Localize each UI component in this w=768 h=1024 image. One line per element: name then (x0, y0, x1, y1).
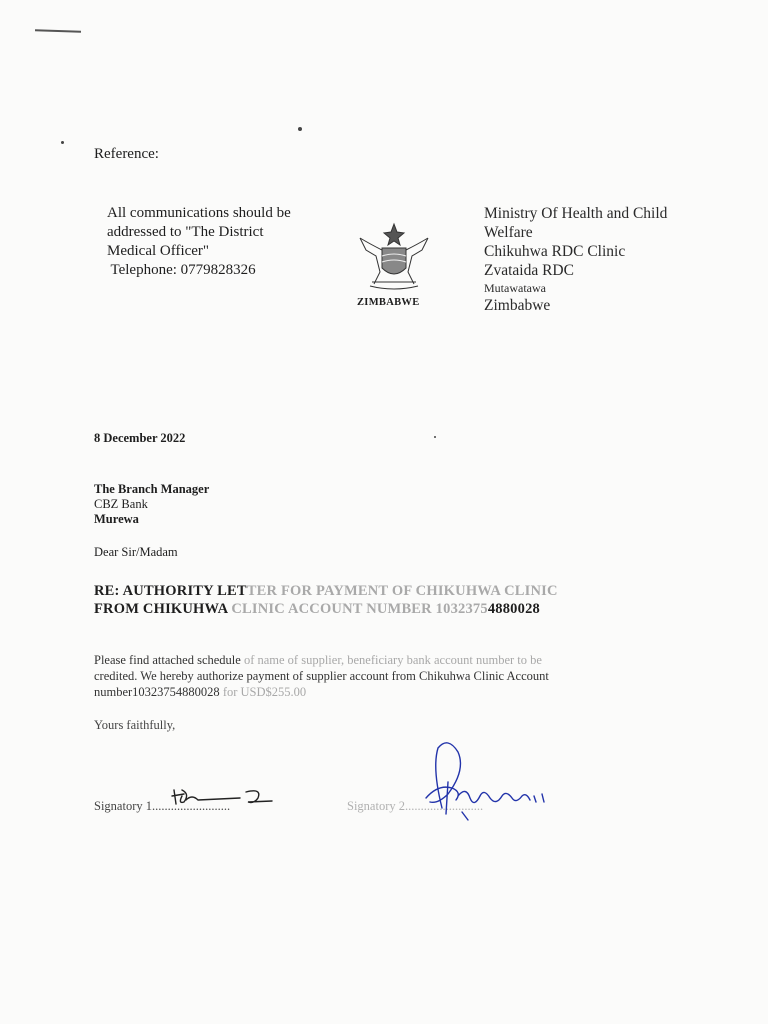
scan-speck (61, 141, 64, 144)
body-text-faded: of name of supplier, beneficiary bank account number to be (243, 653, 542, 667)
body-text-faded: for USD$255.00 (219, 685, 307, 699)
contact-line: addressed to "The District (107, 224, 264, 240)
salutation: Dear Sir/Madam (94, 545, 178, 559)
signatory-2-line: Signatory 2......................... (347, 799, 484, 813)
subject-heading (94, 582, 558, 618)
subject-text-faded: TER FOR PAYMENT OF CHIKUHWA CLINIC (246, 583, 558, 599)
signature-2 (418, 738, 558, 824)
address-line: Zvataida RDC (484, 262, 574, 279)
scan-mark-dash (35, 29, 81, 33)
coat-of-arms-emblem (352, 222, 436, 299)
subject-text: FROM CHIKUHWA (94, 601, 232, 617)
emblem-label: ZIMBABWE (357, 297, 420, 308)
contact-block (107, 204, 291, 280)
letter-date: 8 December 2022 (94, 431, 186, 445)
scan-speck (298, 127, 302, 131)
coat-of-arms-icon (352, 222, 436, 294)
scan-speck (434, 436, 436, 438)
address-line: Chikuhwa RDC Clinic (484, 243, 626, 260)
recipient-line: Murewa (94, 512, 139, 526)
signature-1 (170, 786, 280, 810)
reference-label: Reference: (94, 146, 159, 162)
signatory-1-line: Signatory 1......................... (94, 799, 231, 813)
closing: Yours faithfully, (94, 718, 176, 732)
address-line: Ministry Of Health and Child (484, 205, 668, 222)
address-line: Zimbabwe (484, 297, 551, 314)
recipient-block (94, 482, 209, 527)
address-line: Mutawatawa (484, 281, 546, 295)
subject-text-faded: CLINIC ACCOUNT NUMBER 1032375 (231, 601, 488, 617)
address-line: Welfare (484, 224, 533, 241)
contact-line: Medical Officer" (107, 243, 210, 259)
body-paragraph (94, 652, 654, 700)
body-text: credited. We hereby authorize payment of supplier account from Chikuhwa Clinic Account (94, 669, 549, 683)
contact-line: Telephone: 0779828326 (107, 262, 256, 278)
recipient-line: The Branch Manager (94, 482, 210, 496)
body-text: number10323754880028 (94, 685, 220, 699)
recipient-line: CBZ Bank (94, 497, 148, 511)
address-block (484, 204, 667, 315)
contact-line: All communications should be (107, 205, 291, 221)
body-text: Please find attached schedule (94, 653, 244, 667)
subject-text: 4880028 (487, 601, 540, 617)
subject-text: RE: AUTHORITY LET (94, 583, 247, 599)
